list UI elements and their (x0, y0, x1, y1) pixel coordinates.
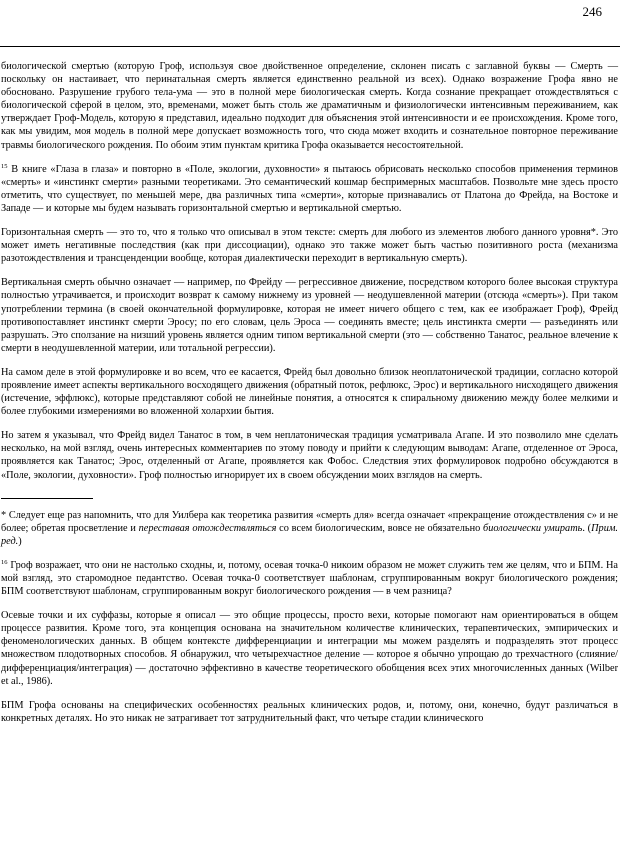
footnote-marker: 16 (1, 558, 8, 566)
paragraph: На самом деле в этой формулировке и во всем, что ее касается, Фрейд был довольно близок неоплатонической традиции, согласно которой проявление имеет аспекты вертикального восходящего движения (обратный поток, рефлюкс, Эрос) и вертикального нисходящего движения (истечение, эффлюкс), которые представляют собой не линейные понятия, а относятся к спиральному движению между более мелкими и более глубокими измерениями во вложенной холархии бытия. (1, 366, 618, 418)
paragraph: Вертикальная смерть обычно означает — например, по Фрейду — регрессивное движение, посредством которого более высокая структура полностью утрачивается, и происходит возврат к самому нижнему из уровней — неодушевленной материи (отсюда «смерть»). При таком употреблении термина (в своей окончательной формулировке, которая не имеет ничего общего с тем, как ее изображает Гроф), Фрейд противопоставляет инстинкт смерти Эросу; по его словам, цель Эроса — соединять вместе; цель инстинкта смерти — разъединять или разрушать. Это сползание на низший уровень является одним типом вертикальной смерти (это — собственно Танатос, реальное влечение к смерти в неодушевленной материи, или тотальной регрессии). (1, 277, 618, 354)
editor-footnote: * Следует еще раз напомнить, что для Уилбера как теоретика развития «смерть для» всегда означает «прекращение отождествления с» и не более; обретая просветление и переставая отождествляться со всем биологическим, вовсе не обязательно биологически умирать. (Прим. ред.) (1, 509, 619, 547)
footnote-15 (1, 163, 618, 215)
paragraph: Осевые точки и их суффазы, которые я описал — это общие процессы, просто вехи, которые помогают нам ориентироваться в общем процессе развития. Кроме того, эта концепция основана на значительном количестве клинических, терапевтических, эмпирических и феноменологических данных. В общем контексте дифференциации и интеграции мы можем разделять и подразделять этот процесс множеством плодотворных способов. Я обнаружил, что четырехчастное деление — которое я обычно упрощаю до трехчастного (слияние/дифференциация/интеграция) — достаточно эффективно в качестве теоретического обобщения всех этих многочисленных данных (Wilber et al., 1986). (1, 610, 618, 687)
paragraph: БПМ Грофа основаны на специфических особенностях реальных клинических родов, и, потому, они, конечно, будут различаться в конкретных деталях. Но это никак не затрагивает тот затруднительный факт, что четыре стадии клинического (1, 699, 618, 724)
paragraph: В книге «Глаза в глаза» и повторно в «Поле, экологии, духовности» я пытаюсь обрисовать несколько способов применения терминов «смерть» и «инстинкт смерти» разными теоретиками. Это семантический кошмар беспримерных масштабов. Позвольте мне здесь просто отметить, что существует, по меньшей мере, два различных типа «смерти», которые признавались от Платона до Фрейда, на Востоке и Западе — и которые мы будем называть горизонтальной смертью и вертикальной смертью. (1, 163, 618, 214)
footnote-16 (1, 559, 618, 598)
paragraph: Но затем я указывал, что Фрейд видел Танатос в том, в чем неплатоническая традиция усматривала Агапе. И это позволило мне сделать несколько, на мой взгляд, очень интересных комментариев по этому поводу и прийти к следующим выводам: Агапе, отделенное от Эроса, проявляется как Танатос; Эрос, отделенный от Агапе, проявляется как Фобос. Следствия этих формулировок подробно обсуждаются в «Поле, экологии, духовности». Гроф полностью игнорирует их в своем обсуждении моих взглядов на смерть. (1, 430, 618, 481)
paragraph: Горизонтальная смерть — это то, что я только что описывал в этом тексте: смерть для любого из элементов любого данного уровня*. Это может иметь негативные последствия (как при диссоциации), однако это также может быть частью позитивного роста (механизма разотождествления и трансценденции вообще, которая диалектически переходит в вертикальную смерть). (1, 227, 618, 265)
page-body (1, 60, 618, 736)
header-rule (0, 46, 620, 47)
paragraph: Гроф возражает, что они не настолько сходны, и, потому, осевая точка-0 никоим образом не может служить тем же целям, что и БПМ. На мой взгляд, это старомодное педантство. Осевая точка-0 соответствует шаблонам, сгруппированным вокруг биологического рождения; БПМ соответствуют шаблонам, сгруппированным вокруг биологического рождения — в чем разница? (1, 559, 618, 598)
page-number: 246 (582, 4, 602, 19)
paragraph: биологической смертью (которую Гроф, используя свое двойственное определение, склонен писать с заглавной буквы — Смерть — поскольку он настаивает, что перинатальная смерть является единственно реальной из всех). Однако возражение Грофа явно не обосновано. Разрушение грубого тела-ума — это в полной мере биологическая смерть. Когда сознание прекращает отождествляться с биологической сферой в целом, это, временами, может быть столь же драматичным и физиологически интенсивным переживанием, как утверждает Гроф-Модель, которую я представил, идеально подходит для объяснения этой интенсивности и ее происхождения. Кроме того, как мы увидим, моя модель в полной мере допускает возможность того, что сюда может входить и сознательное повторное переживание травмы биологического рождения. По обоим этим пунктам критика Грофа оказывается несостоятельной. (1, 61, 618, 151)
footnote-marker: 15 (1, 162, 8, 170)
footnote-separator (1, 498, 93, 499)
